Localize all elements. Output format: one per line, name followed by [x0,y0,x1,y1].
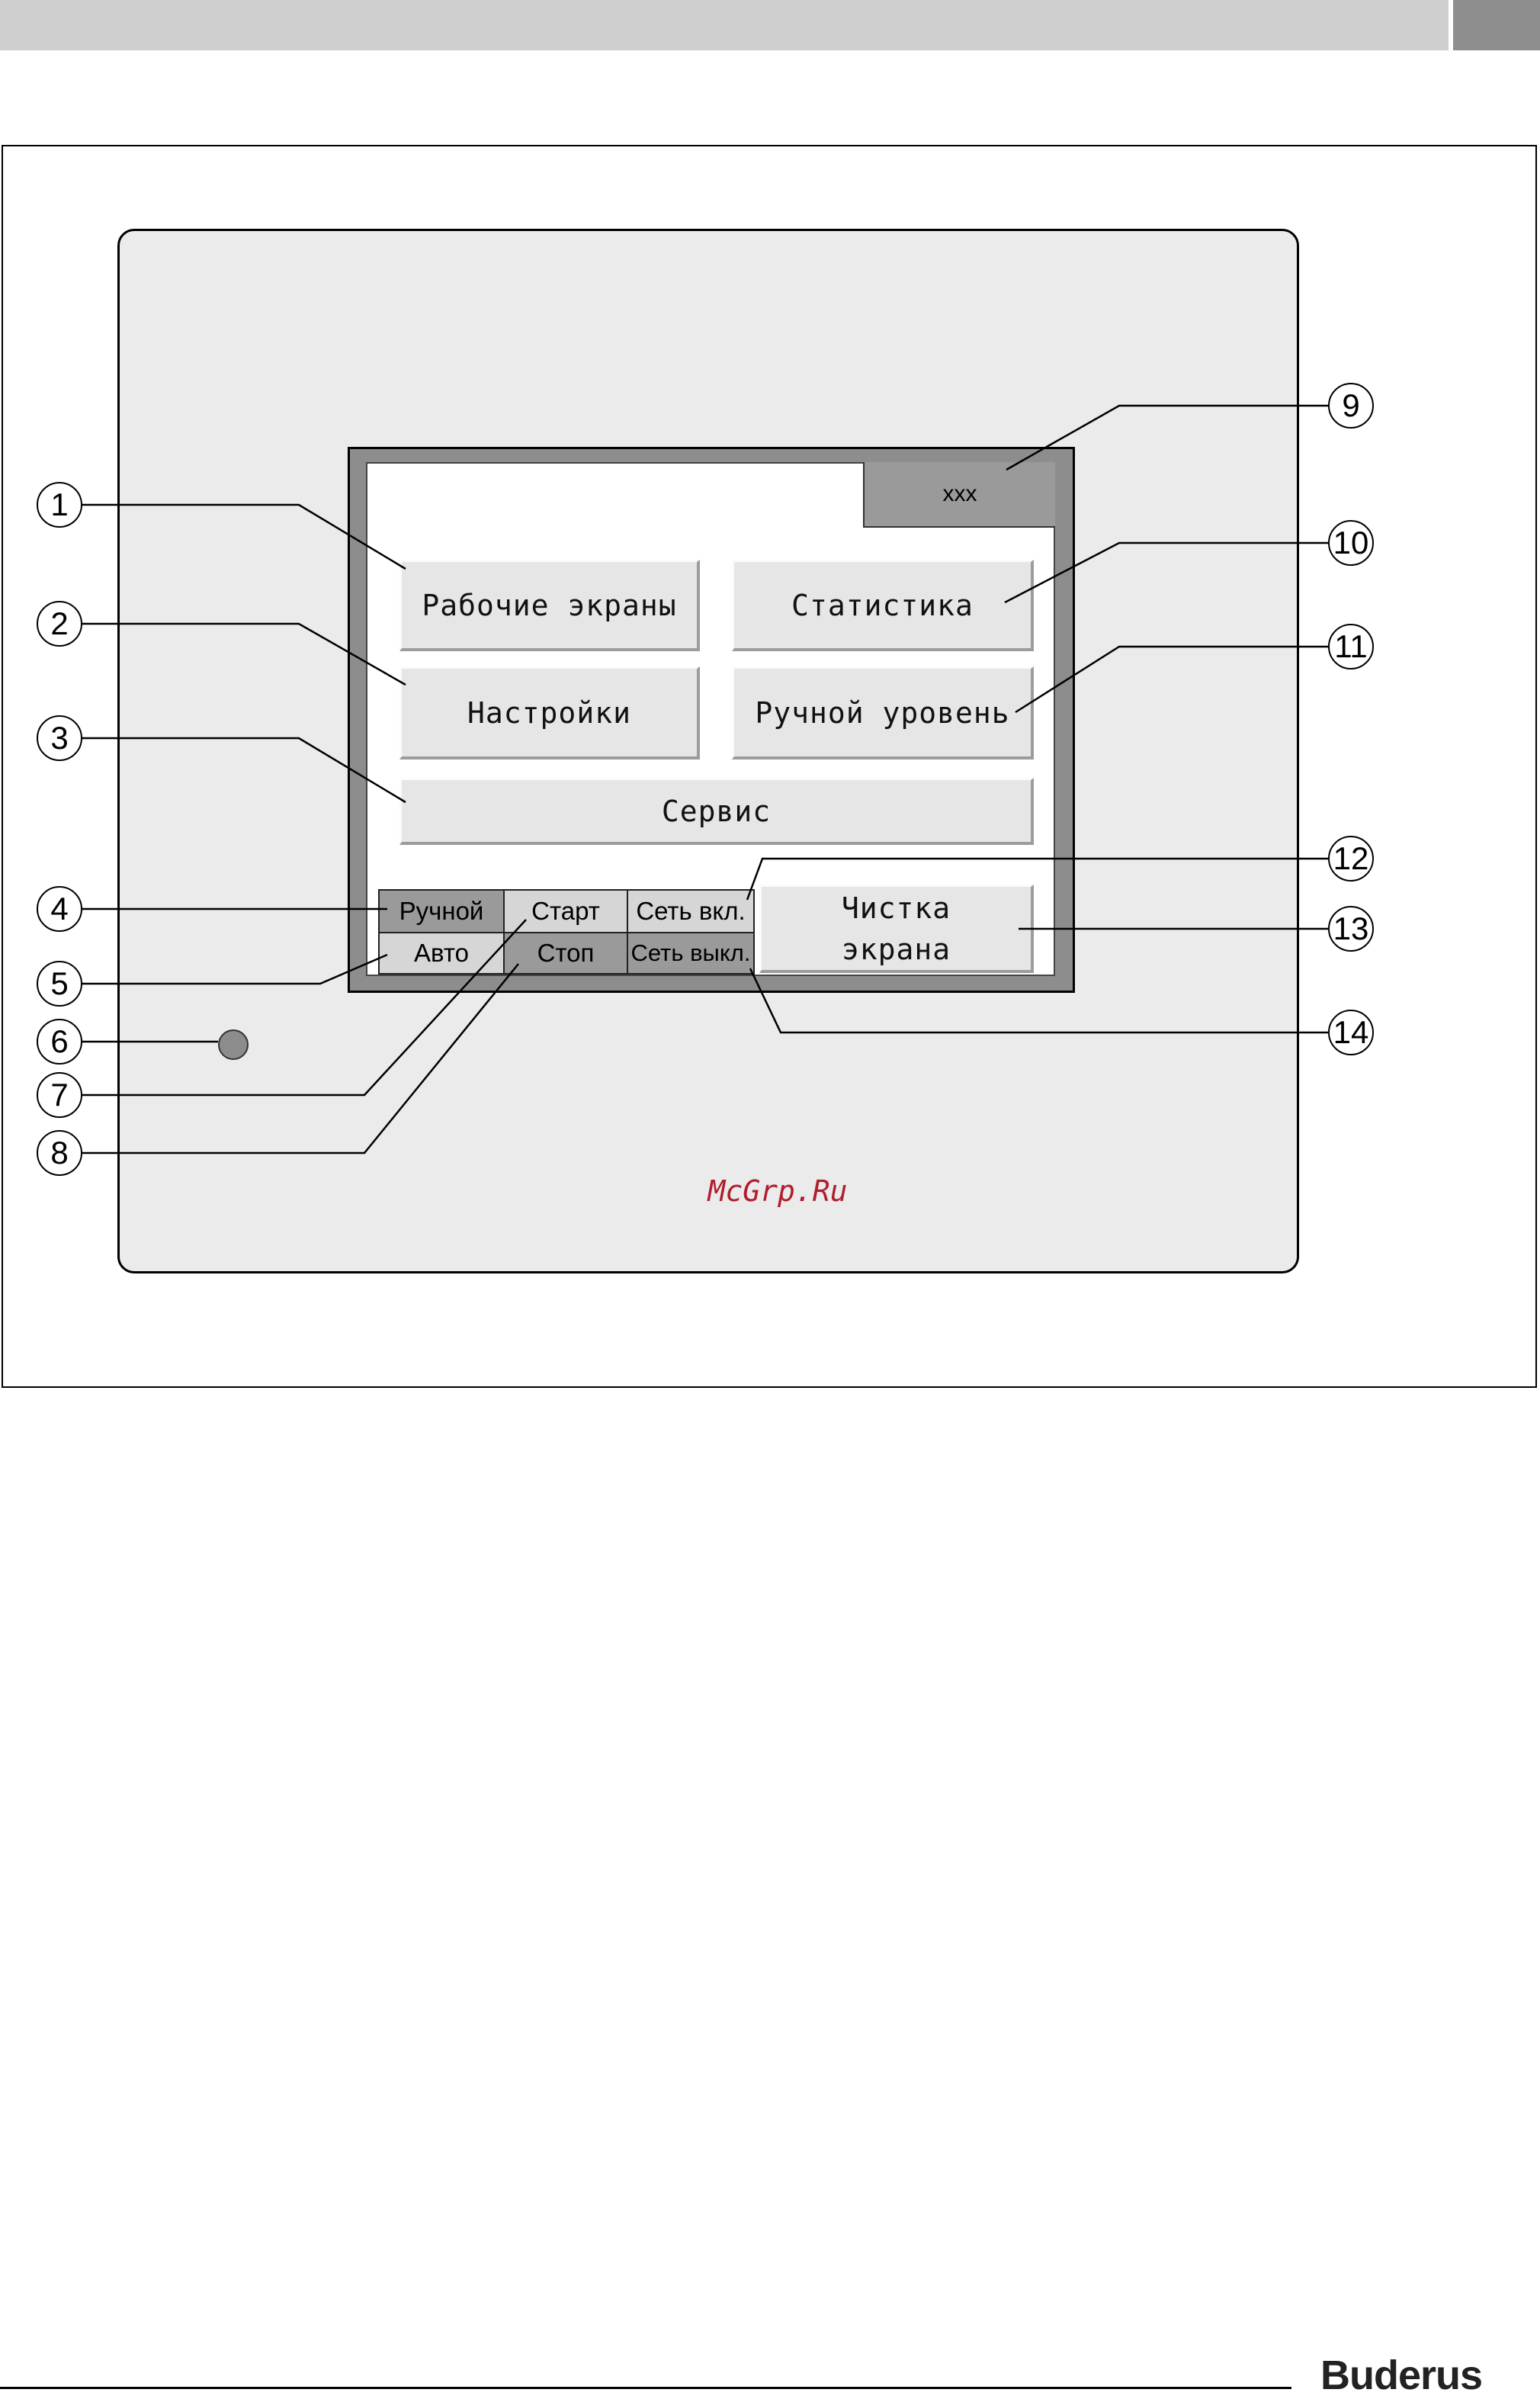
leader-line-2 [81,624,406,685]
leader-line-5 [81,955,387,984]
leader-line-14 [750,968,1328,1033]
manual-level-button[interactable]: Ручной уровень [732,666,1034,760]
callout-13: 13 [1328,906,1374,952]
leader-line-10 [1005,543,1328,602]
callout-10: 10 [1328,520,1374,566]
footer-rule [0,2387,1291,2389]
callout-2: 2 [37,601,82,647]
callout-4: 4 [37,886,82,932]
network-off-button[interactable]: Сеть выкл. [627,932,755,975]
network-on-button[interactable]: Сеть вкл. [627,889,755,933]
statistics-button[interactable]: Статистика [732,560,1034,651]
stop-button[interactable]: Стоп [503,932,628,975]
leader-line-11 [1015,647,1328,712]
callout-11: 11 [1328,624,1374,670]
leader-line-9 [1006,406,1328,470]
manual-mode-button[interactable]: Ручной [378,889,505,933]
watermark-text: McGrp.Ru [707,1174,848,1208]
leader-line-1 [81,505,406,569]
screen-header-display: xxx [863,462,1055,528]
callout-6: 6 [37,1019,82,1065]
callout-14: 14 [1328,1010,1374,1055]
callout-8: 8 [37,1130,82,1176]
leader-line-8 [81,964,518,1153]
work-screens-button[interactable]: Рабочие экраны [399,560,700,651]
leader-line-3 [81,738,406,802]
leader-line-7 [81,920,526,1095]
callout-1: 1 [37,482,82,528]
settings-button[interactable]: Настройки [399,666,700,760]
clean-screen-label-line2: экрана [841,932,951,966]
callout-5: 5 [37,961,82,1007]
clean-screen-label-line1: Чистка [841,891,951,925]
service-button[interactable]: Сервис [399,778,1034,845]
callout-7: 7 [37,1072,82,1118]
callout-9: 9 [1328,383,1374,429]
callout-3: 3 [37,715,82,761]
brand-logo: Buderus [1320,2352,1483,2398]
leader-line-12 [747,859,1328,900]
start-button[interactable]: Старт [503,889,628,933]
callout-12: 12 [1328,836,1374,882]
auto-mode-button[interactable]: Авто [378,932,505,975]
